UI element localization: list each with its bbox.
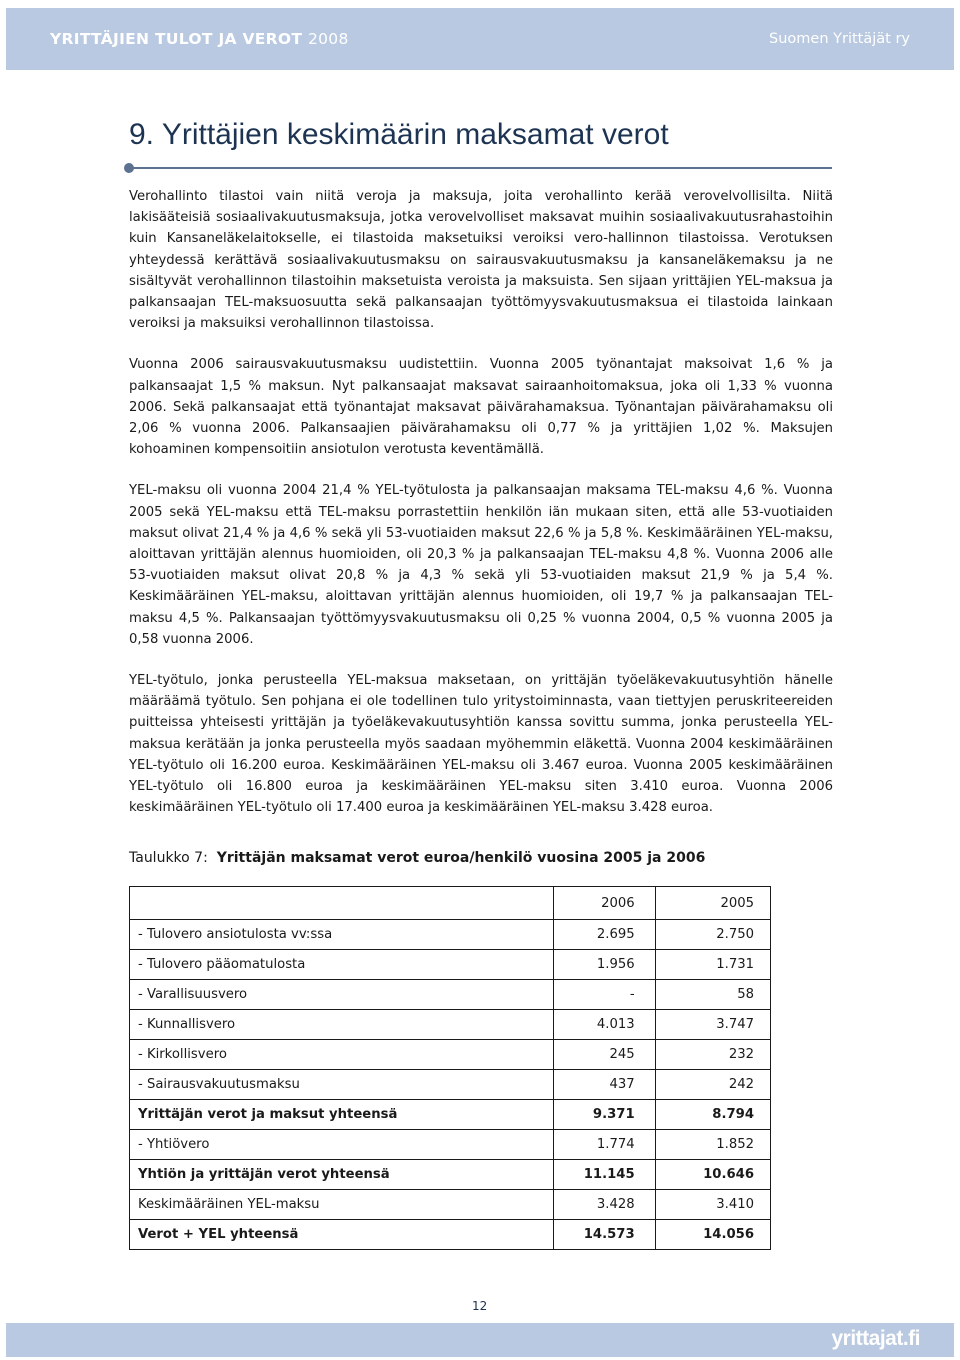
table-caption-prefix: Taulukko 7:: [129, 850, 208, 866]
value-2006-cell: 14.573: [553, 1220, 655, 1250]
value-2006-cell: 437: [553, 1070, 655, 1100]
table-row: [130, 920, 771, 950]
publication-title: YRITTÄJIEN TULOT JA VEROT 2008: [50, 30, 349, 48]
paragraph: Verohallinto tilastoi vain niitä veroja ja maksuja, joita verohallinto kerää verovelvollisilta. Niitä lakisääteisiä sosiaalivakuutusmaksuja, jotka verovelvolliset maksavat muihin sosiaalivakuutusrahastoihin kuin Kansaneläkelaitokselle, ei tilastoida maksetuiksi veroiksi vero-hallinnon tilastoissa. Verotuksen yhteydessä kerättävä sosiaalivakuutusmaksu on sairausvakuutusmaksu ja kansaneläkemaksu ja ne sisältyvät verohallinnon tilastoihin maksetuista veroista ja maksuista. Sen sijaan yrittäjien YEL-maksua ja palkansaajan TEL-maksuosuutta sekä palkansaajan työttömyysvakuutusmaksua ei tilastoida lainkaan veroiksi ja maksuiksi verohallinnon tilastoissa.: [129, 189, 833, 332]
value-2006-cell: -: [553, 980, 655, 1010]
header-cell-2006: 2006: [553, 887, 655, 920]
row-label-cell: - Varallisuusvero: [130, 980, 554, 1010]
table-row: [130, 1010, 771, 1040]
value-2005-cell: 242: [655, 1070, 770, 1100]
value-2005-cell: 8.794: [655, 1100, 770, 1130]
paragraph: Vuonna 2006 sairausvakuutusmaksu uudistettiin. Vuonna 2005 työnantajat maksoivat 1,6 % ja palkansaajat 1,5 % maksun. Nyt palkansaajat maksavat sairaanhoitomaksua, joka oli 1,33 % vuonna 2006. Sekä palkansaajat että työnantajat maksavat päivärahamaksua. Työnantajan päivärahamaksu oli 2,06 % vuonna 2006. Palkansaajien päivärahamaksu oli 0,77 % ja yrittäjien 1,02 %. Maksujen kohoaminen kompensoitiin ansiotulon verotusta keventämällä.: [129, 357, 833, 458]
value-2006-cell: 1.774: [553, 1130, 655, 1160]
row-label-cell: Keskimääräinen YEL-maksu: [130, 1190, 554, 1220]
value-2005-cell: 10.646: [655, 1160, 770, 1190]
value-2005-cell: 2.750: [655, 920, 770, 950]
paragraph: YEL-maksu oli vuonna 2004 21,4 % YEL-työtulosta ja palkansaajan maksama TEL-maksu 4,6 %. Vuonna 2005 sekä YEL-maksu että TEL-maksu porrastettiin henkilön iän mukaan siten, että alle 53-vuotiaiden maksut olivat 21,4 % ja 4,6 % sekä yli 53-vuotiaiden maksut 22,6 % ja 5,8 %. Keskimääräinen YEL-maksu, aloittavan yrittäjän alennus huomioiden, oli 20,3 % ja palkansaajan TEL-maksu 4,8 %. Vuonna 2006 alle 53-vuotiaiden maksut olivat 20,8 % ja 4,3 % sekä yli 53-vuotiaiden maksut 21,9 % ja 5,4 %. Keskimääräinen YEL-maksu, aloittavan yrittäjän alennus huomioiden, oli 19,7 % ja palkansaajan TEL-maksu 4,5 %. Palkansaajan työttömyysvakuutusmaksu oli 0,25 % vuonna 2004, 0,5 % vuonna 2005 ja 0,58 vuonna 2006.: [129, 483, 833, 647]
value-2005-cell: 232: [655, 1040, 770, 1070]
header-cell-2005: 2005: [655, 887, 770, 920]
organization-name: Suomen Yrittäjät ry: [769, 31, 910, 47]
table-header-row: [130, 887, 771, 920]
table-caption: [129, 850, 705, 866]
table-row: [130, 1160, 771, 1190]
value-2006-cell: 2.695: [553, 920, 655, 950]
value-2006-cell: 245: [553, 1040, 655, 1070]
value-2005-cell: 1.731: [655, 950, 770, 980]
row-label-cell: - Kirkollisvero: [130, 1040, 554, 1070]
value-2005-cell: 1.852: [655, 1130, 770, 1160]
value-2005-cell: 14.056: [655, 1220, 770, 1250]
row-label-cell: Yhtiön ja yrittäjän verot yhteensä: [130, 1160, 554, 1190]
page-header: [6, 8, 954, 70]
value-2006-cell: 4.013: [553, 1010, 655, 1040]
table-row: [130, 1100, 771, 1130]
body-text: [129, 186, 833, 838]
table-row: [130, 980, 771, 1010]
table-row: [130, 1130, 771, 1160]
table-row: [130, 1190, 771, 1220]
table-row: [130, 950, 771, 980]
table-caption-title: Yrittäjän maksamat verot euroa/henkilö vuosina 2005 ja 2006: [216, 850, 706, 866]
table-row: [130, 1220, 771, 1250]
row-label-cell: - Tulovero ansiotulosta vv:ssa: [130, 920, 554, 950]
value-2005-cell: 58: [655, 980, 770, 1010]
table-row: [130, 1040, 771, 1070]
paragraph: YEL-työtulo, jonka perusteella YEL-maksua maksetaan, on yrittäjän työeläkevakuutusyhtiön hänelle määräämä työtulo. Sen pohjana ei ole todellinen tulo yritystoiminnasta, vaan tiettyjen peruskriteereiden puitteissa yhteisesti yrittäjän ja työeläkevakuutusyhtiön kanssa sovittu summa, jonka perusteella YEL-maksua kerätään ja jonka perusteella myös saadaan myöhemmin eläkettä. Vuonna 2004 keskimääräinen YEL-työtulo oli 16.200 euroa. Keskimääräinen YEL-maksu oli 3.467 euroa. Vuonna 2005 keskimääräinen YEL-työtulo oli 16.800 euroa ja keskimääräinen YEL-maksu siten 3.410 euroa. Vuonna 2006 keskimääräinen YEL-työtulo oli 17.400 euroa ja keskimääräinen YEL-maksu 3.428 euroa.: [129, 673, 833, 816]
row-label-cell: Yrittäjän verot ja maksut yhteensä: [130, 1100, 554, 1130]
header-cell-label: [130, 887, 554, 920]
page-footer: [6, 1323, 954, 1357]
row-label-cell: - Yhtiövero: [130, 1130, 554, 1160]
row-label-cell: - Tulovero pääomatulosta: [130, 950, 554, 980]
page-number: 12: [472, 1299, 488, 1313]
row-label-cell: - Kunnallisvero: [130, 1010, 554, 1040]
title-rule: [129, 167, 832, 169]
value-2006-cell: 9.371: [553, 1100, 655, 1130]
value-2005-cell: 3.747: [655, 1010, 770, 1040]
row-label-cell: Verot + YEL yhteensä: [130, 1220, 554, 1250]
value-2006-cell: 3.428: [553, 1190, 655, 1220]
value-2006-cell: 11.145: [553, 1160, 655, 1190]
footer-brand-logo: yrittajat.fi: [831, 1327, 920, 1350]
value-2006-cell: 1.956: [553, 950, 655, 980]
tax-table: [129, 886, 771, 1250]
chapter-title: 9. Yrittäjien keskimäärin maksamat verot: [129, 118, 669, 151]
value-2005-cell: 3.410: [655, 1190, 770, 1220]
table-row: [130, 1070, 771, 1100]
row-label-cell: - Sairausvakuutusmaksu: [130, 1070, 554, 1100]
